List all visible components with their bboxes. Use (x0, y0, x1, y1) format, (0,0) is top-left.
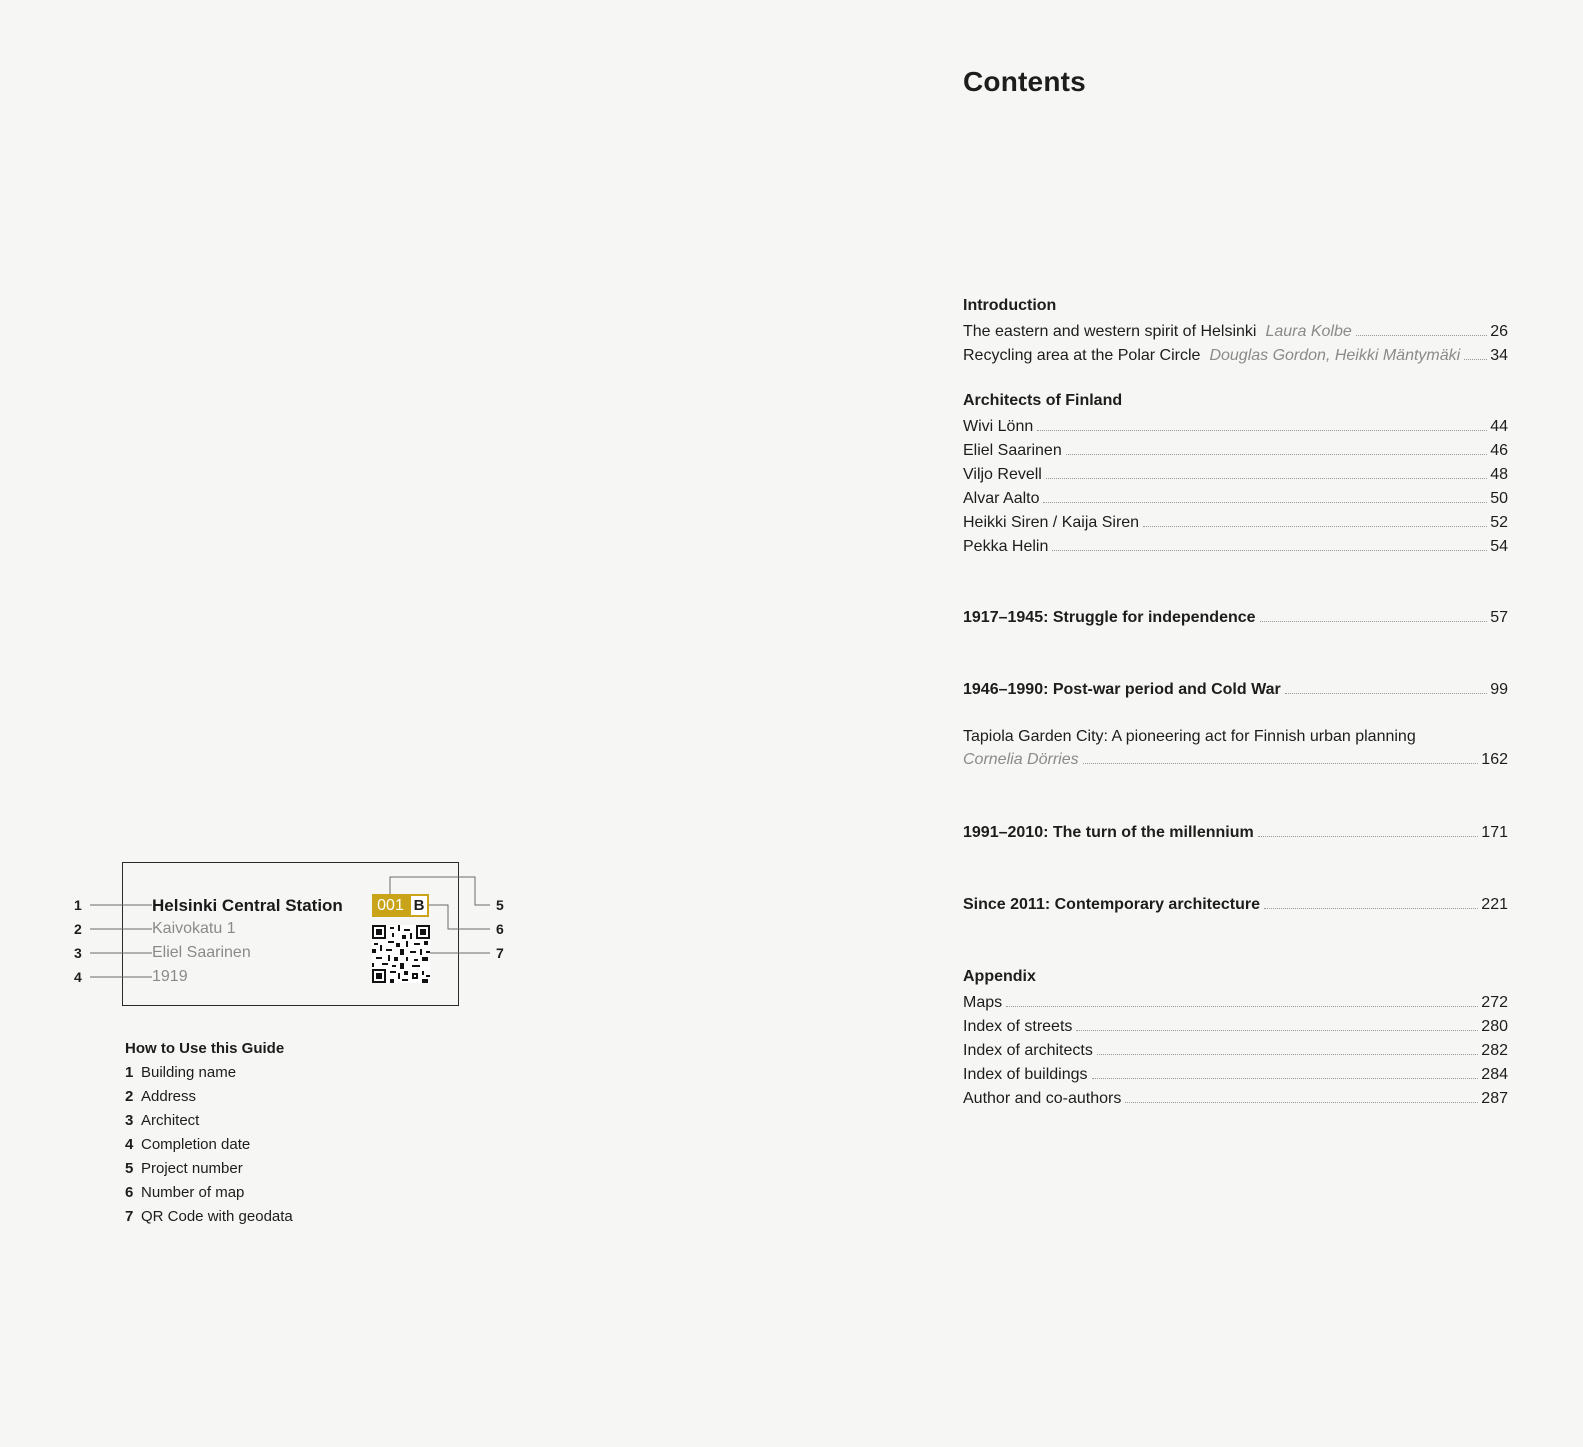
toc-entry-title: Recycling area at the Polar Circle (963, 347, 1201, 364)
list-item (125, 1112, 199, 1129)
toc-entry-title: Wivi Lönn (963, 418, 1034, 435)
callout-number: 3 (74, 945, 82, 961)
list-item-number: 2 (125, 1088, 134, 1105)
list-item-number: 7 (125, 1208, 134, 1225)
building-address: Kaivokatu 1 (152, 920, 236, 937)
toc-entry-author: Cornelia Dörries (963, 751, 1079, 768)
toc-entry-page: 272 (1481, 994, 1508, 1011)
callout-number: 7 (496, 945, 504, 961)
howto-title: How to Use this Guide (125, 1040, 285, 1057)
list-item (125, 1064, 236, 1081)
toc-entry-page: 46 (1490, 442, 1508, 459)
toc-chapter-page: 171 (1481, 824, 1508, 841)
toc-chapter-page: 221 (1481, 896, 1508, 913)
toc-chapter-title: 1991–2010: The turn of the millennium (963, 824, 1254, 841)
toc-entry-title: Author and co-authors (963, 1090, 1122, 1107)
toc-chapter-page: 99 (1490, 681, 1508, 698)
page-title: Contents (963, 66, 1086, 97)
toc-entry-page: 50 (1490, 490, 1508, 507)
project-number-badge: 001 (372, 894, 409, 917)
list-item-number: 4 (125, 1136, 134, 1153)
toc-entry-page: 280 (1481, 1018, 1508, 1035)
toc-entry-page: 26 (1490, 323, 1508, 340)
list-item (125, 1184, 244, 1201)
callout-number: 2 (74, 921, 82, 937)
toc-entry-page: 48 (1490, 466, 1508, 483)
list-item-label: Project number (141, 1160, 243, 1177)
toc-entry-title: Index of streets (963, 1018, 1073, 1035)
list-item-number: 6 (125, 1184, 134, 1201)
toc-entry-title: Heikki Siren / Kaija Siren (963, 514, 1140, 531)
toc-entry-title: Index of buildings (963, 1066, 1088, 1083)
section-heading-architects: Architects of Finland (963, 392, 1123, 409)
section-heading-introduction: Introduction (963, 297, 1057, 314)
list-item-label: Number of map (141, 1184, 245, 1201)
qr-code-icon (372, 925, 430, 983)
list-item-label: QR Code with geodata (141, 1208, 293, 1225)
toc-entry-title: Index of architects (963, 1042, 1093, 1059)
toc-entry-title: Pekka Helin (963, 538, 1049, 555)
list-item (125, 1208, 293, 1225)
callout-number: 4 (74, 969, 82, 985)
toc-entry-page: 34 (1490, 347, 1508, 364)
toc-entry-title: Viljo Revell (963, 466, 1042, 483)
toc-entry-author: Douglas Gordon, Heikki Mäntymäki (1209, 347, 1461, 364)
toc-chapter-page: 57 (1490, 609, 1508, 626)
toc-entry-page: 282 (1481, 1042, 1508, 1059)
toc-entry-title: The eastern and western spirit of Helsinki (963, 323, 1257, 340)
callout-number: 5 (496, 897, 504, 913)
toc-chapter-title: Since 2011: Contemporary architecture (963, 896, 1261, 913)
toc-chapter-title: 1946–1990: Post-war period and Cold War (963, 681, 1281, 698)
list-item-label: Completion date (141, 1136, 251, 1153)
list-item-label: Architect (141, 1112, 200, 1129)
toc-entry-title: Alvar Aalto (963, 490, 1040, 507)
toc-entry-page: 162 (1481, 751, 1508, 768)
essay-title[interactable]: Tapiola Garden City: A pioneering act for Finnish urban planning (963, 728, 1416, 745)
list-item (125, 1136, 250, 1153)
toc-entry-title: Maps (963, 994, 1003, 1011)
toc-entry-page: 44 (1490, 418, 1508, 435)
building-year: 1919 (152, 968, 188, 985)
list-item (125, 1088, 196, 1105)
map-number-badge: B (409, 894, 429, 917)
toc-entry-author: Laura Kolbe (1265, 323, 1352, 340)
building-architect: Eliel Saarinen (152, 944, 251, 961)
list-item-number: 1 (125, 1064, 134, 1081)
callout-number: 1 (74, 897, 82, 913)
list-item-number: 3 (125, 1112, 134, 1129)
toc-entry-page: 284 (1481, 1066, 1508, 1083)
section-heading-appendix: Appendix (963, 968, 1036, 985)
toc-entry-title: Eliel Saarinen (963, 442, 1062, 459)
list-item-label: Address (141, 1088, 197, 1105)
list-item-number: 5 (125, 1160, 134, 1177)
toc-entry-page: 52 (1490, 514, 1508, 531)
list-item (125, 1160, 243, 1177)
toc-entry-page: 287 (1481, 1090, 1508, 1107)
toc-entry-page: 54 (1490, 538, 1508, 555)
list-item-label: Building name (141, 1064, 237, 1081)
callout-number: 6 (496, 921, 504, 937)
toc-chapter-title: 1917–1945: Struggle for independence (963, 609, 1256, 626)
building-name: Helsinki Central Station (152, 896, 343, 915)
